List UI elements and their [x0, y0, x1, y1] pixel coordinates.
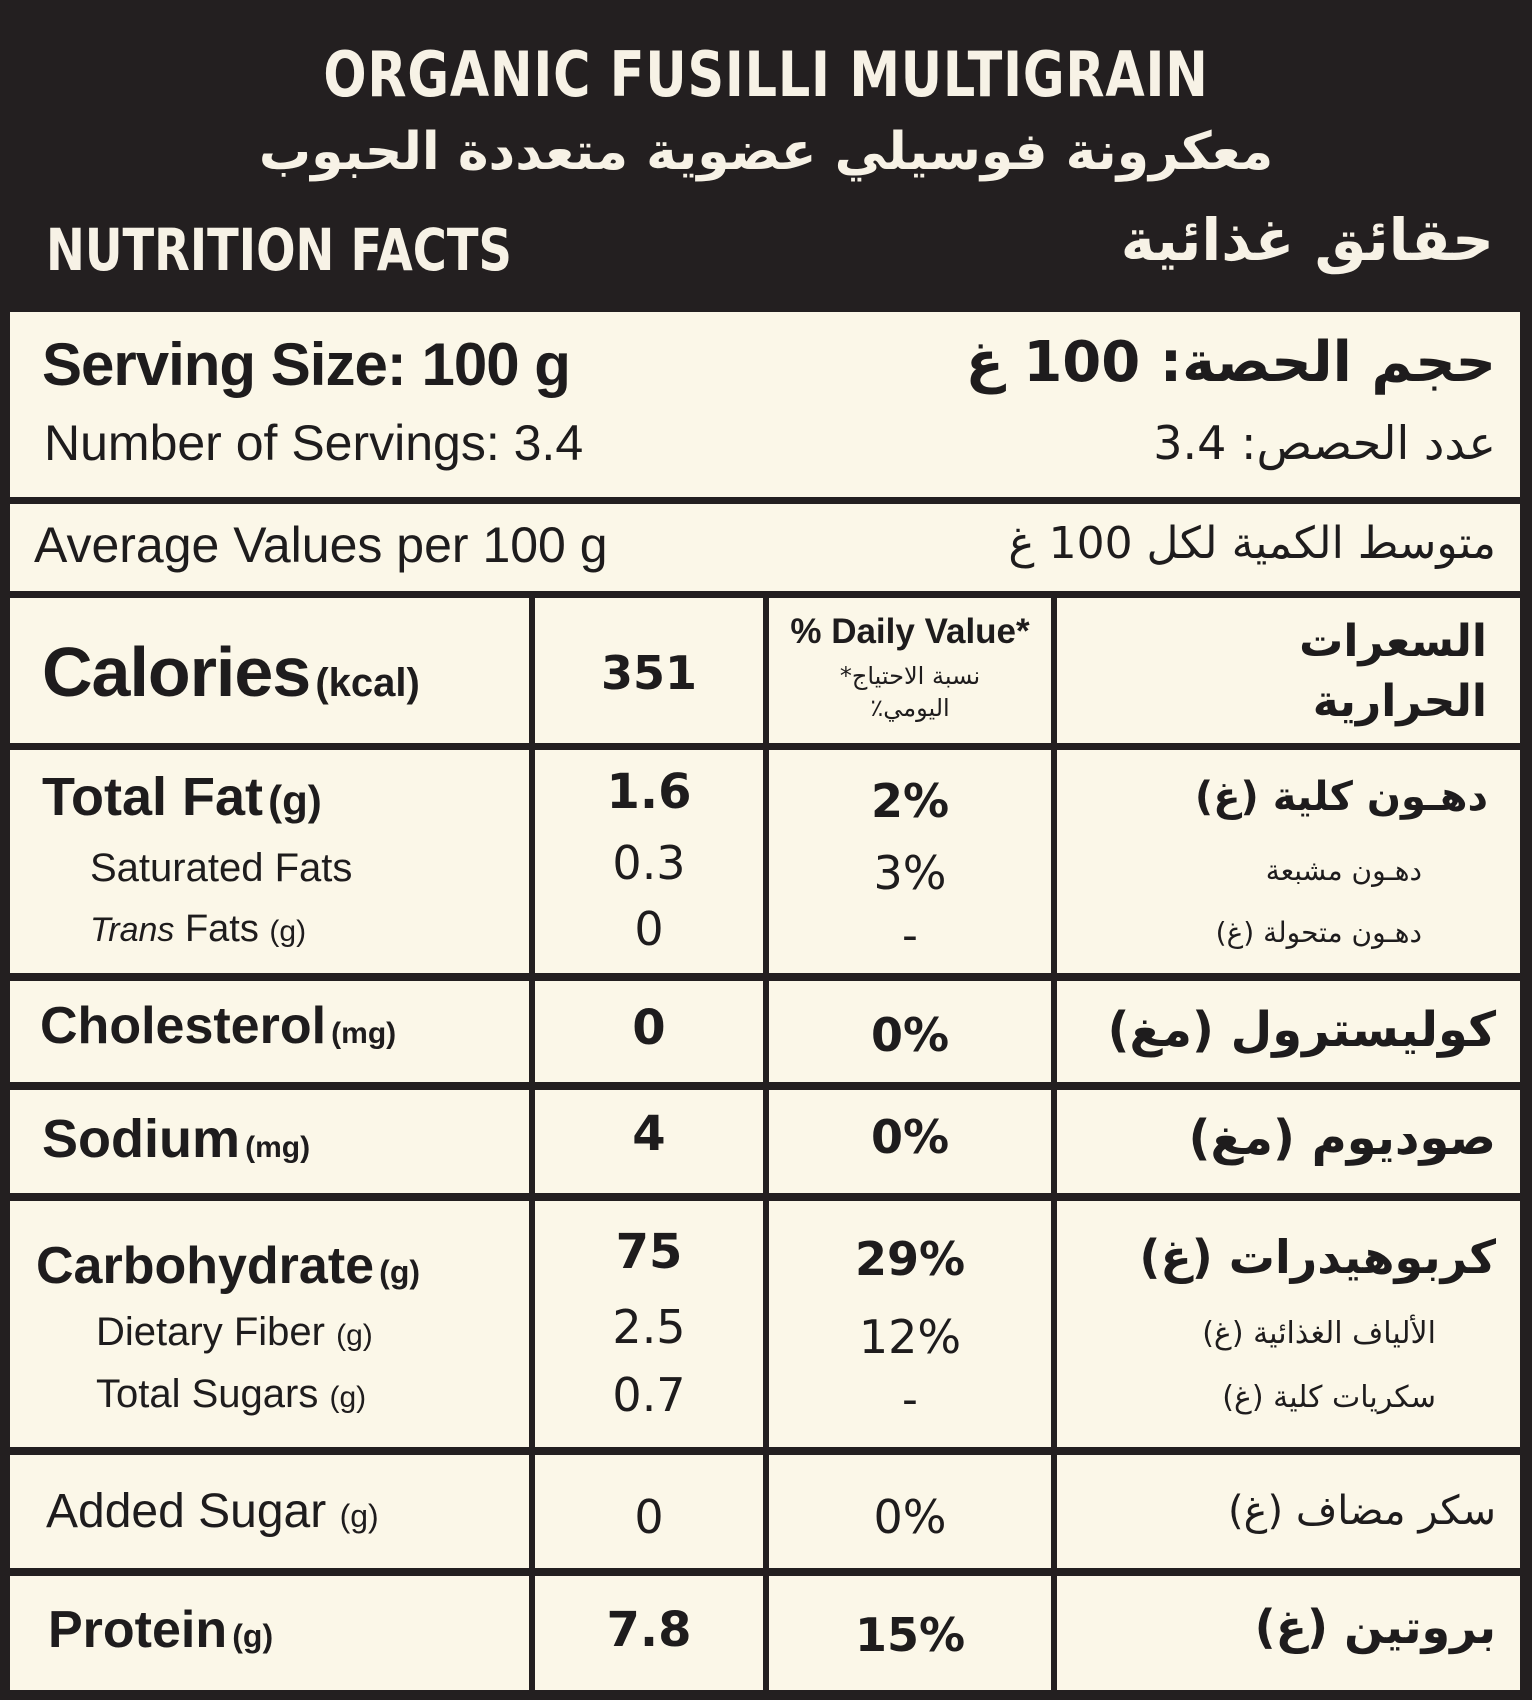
protein-label [48, 1600, 273, 1660]
trans-fats-text: Fats [184, 908, 259, 950]
trans-fats-italic: Trans [90, 911, 175, 949]
carbohydrate-text: Carbohydrate [36, 1237, 375, 1295]
average-values-ar: متوسط الكمية لكل 100 غ [1008, 518, 1496, 569]
trans-fats-dv: - [902, 910, 918, 961]
added-sugar-ar: سكر مضاف (غ) [1228, 1488, 1496, 1534]
protein-dv: 15% [854, 1608, 966, 1662]
protein-text: Protein [48, 1601, 228, 1659]
cholesterol-label [40, 996, 396, 1056]
dietary-fiber-label [96, 1310, 373, 1355]
calories-ar-1: السعرات [1299, 616, 1487, 667]
product-title-ar: معكرونة فوسيلي عضوية متعددة الحبوب [258, 122, 1274, 182]
protein-ar: بروتين (غ) [1254, 1600, 1496, 1654]
protein-value: 7.8 [606, 1602, 692, 1658]
serving-size-ar: حجم الحصة: 100 غ [965, 330, 1496, 395]
added-sugar-unit: (g) [339, 1498, 379, 1534]
daily-value-heading-en: % Daily Value* [790, 612, 1030, 651]
saturated-fats-ar: دهـون مشبعة [1265, 854, 1422, 887]
dietary-fiber-ar: الألياف الغذائية (غ) [1202, 1316, 1436, 1351]
sodium-value: 4 [632, 1106, 666, 1162]
total-fat-text: Total Fat [42, 767, 263, 827]
sodium-dv: 0% [870, 1110, 950, 1164]
total-sugars-label [96, 1372, 366, 1417]
total-fat-ar: دهـون كلية (غ) [1194, 774, 1488, 820]
average-values-en: Average Values per 100 g [34, 517, 608, 573]
dietary-fiber-dv: 12% [858, 1310, 962, 1364]
cholesterol-dv: 0% [870, 1008, 950, 1062]
product-title-en: ORGANIC FUSILLI MULTIGRAIN [323, 38, 1209, 111]
total-sugars-value: 0.7 [612, 1368, 686, 1422]
serving-size-en: Serving Size: 100 g [42, 331, 570, 398]
total-fat-dv: 2% [870, 774, 950, 828]
total-sugars-dv: - [902, 1374, 918, 1425]
carbohydrate-dv: 29% [854, 1232, 966, 1286]
divider [10, 497, 1520, 504]
dietary-fiber-value: 2.5 [612, 1300, 686, 1354]
saturated-fats-label: Saturated Fats [90, 846, 353, 890]
calories-unit: (kcal) [315, 661, 420, 705]
sodium-unit: (mg) [245, 1131, 311, 1164]
added-sugar-dv: 0% [873, 1490, 947, 1544]
nutrition-facts-heading-en: NUTRITION FACTS [46, 216, 512, 284]
sodium-text: Sodium [42, 1109, 240, 1169]
dietary-fiber-unit: (g) [336, 1319, 373, 1352]
daily-value-heading-ar-1: نسبة الاحتياج* [839, 662, 981, 690]
cholesterol-value: 0 [632, 1000, 666, 1056]
daily-value-heading-ar-2: اليومي٪ [870, 694, 950, 722]
column-divider [1051, 598, 1057, 1690]
carbohydrate-ar: كربوهيدرات (غ) [1139, 1230, 1496, 1284]
total-sugars-text: Total Sugars [96, 1372, 319, 1416]
total-fat-value: 1.6 [606, 764, 692, 820]
calories-value: 351 [600, 646, 698, 700]
cholesterol-ar: كوليسترول (مغ) [1107, 1002, 1496, 1058]
saturated-fats-dv: 3% [873, 846, 947, 900]
nutrition-facts-heading-ar: حقائق غذائية [1120, 206, 1494, 274]
trans-fats-value: 0 [634, 902, 664, 956]
added-sugar-label [46, 1484, 379, 1539]
trans-fats-label [90, 908, 306, 951]
carbohydrate-label [36, 1236, 420, 1296]
total-sugars-ar: سكريات كلية (غ) [1222, 1380, 1436, 1415]
total-sugars-unit: (g) [329, 1381, 367, 1414]
sodium-ar: صوديوم (مغ) [1188, 1110, 1496, 1166]
label-header [0, 0, 1532, 312]
calories-ar-2: الحرارية [1312, 676, 1487, 727]
carbohydrate-value: 75 [615, 1224, 683, 1280]
sodium-label [42, 1108, 310, 1170]
saturated-fats-value: 0.3 [612, 836, 686, 890]
divider [10, 591, 1520, 598]
added-sugar-value: 0 [634, 1490, 664, 1544]
trans-fats-ar: دهـون متحولة (غ) [1215, 916, 1422, 949]
cholesterol-text: Cholesterol [40, 997, 327, 1055]
protein-unit: (g) [232, 1618, 274, 1654]
total-fat-label [42, 766, 322, 828]
total-fat-unit: (g) [268, 777, 322, 824]
calories-label [42, 632, 420, 712]
dietary-fiber-text: Dietary Fiber [96, 1310, 325, 1354]
servings-count-en: Number of Servings: 3.4 [44, 415, 584, 471]
carbohydrate-unit: (g) [379, 1254, 421, 1290]
calories-text: Calories [42, 633, 311, 711]
bottom-border [10, 1690, 1520, 1700]
cholesterol-unit: (mg) [331, 1017, 397, 1050]
trans-fats-unit: (g) [269, 915, 307, 948]
servings-count-ar: عدد الحصص: 3.4 [1153, 416, 1496, 470]
added-sugar-text: Added Sugar [46, 1485, 327, 1538]
